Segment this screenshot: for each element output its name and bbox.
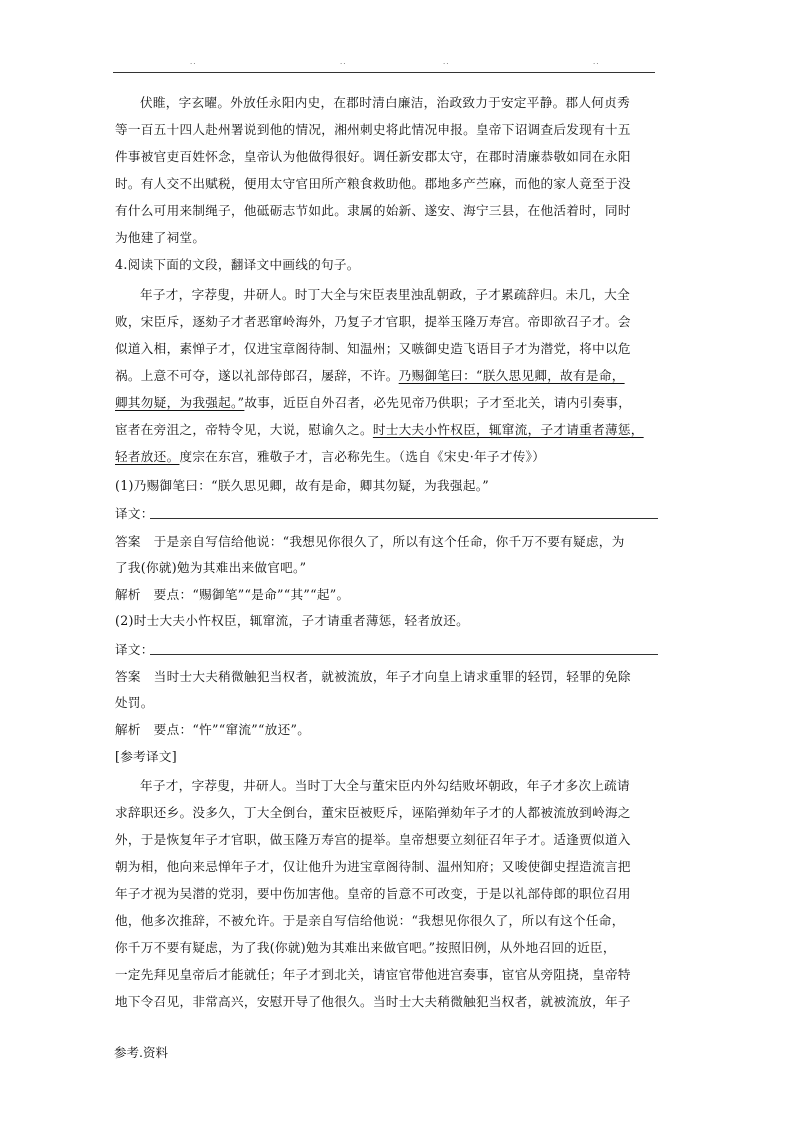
reference-line: 求辞职还乡。没多久，丁大全倒台，董宋臣被贬斥，诬陷弹劾年子才的人都被流放到岭海之	[115, 805, 631, 820]
q2-prompt: (2)时士大夫小忤权臣，辄窜流，子才请重者薄惩，轻者放还。	[115, 613, 469, 628]
passage-line	[115, 419, 644, 441]
passage-line: 败，宋臣斥，逐劾子才者恶窜岭海外，乃复子才官职，提举玉隆万寿宫。帝即欲召子才。会	[115, 314, 631, 329]
passage-text: 度宗在东宫，雅敬子才，言必称先生。（选自《宋史·年子才传》）	[179, 449, 546, 464]
reference-line: 他，他多次推辞，不被允许。于是亲自写信给他说：“我想见你很久了，所以有这个任命，	[115, 913, 625, 928]
prev-translation-line: 有什么可用来制绳子，他砥砺志节如此。隶属的始新、遂安、海宁三县，在他活着时，同时	[115, 203, 631, 218]
passage-text: 祸。上意不可夺，遂以礼部侍郎召，屡辞，不许。	[115, 368, 399, 383]
footer-text: 参考.资料	[114, 1045, 168, 1060]
reference-line: 外，于是恢复年子才官职，做玉隆万寿宫的提举。皇帝想要立刻征召年子才。适逢贾似道入	[115, 832, 631, 847]
q2-answer: 处罚。	[115, 695, 154, 710]
q2-answer-blank[interactable]	[150, 654, 658, 655]
underlined-sentence: 乃赐御笔曰：“朕久思见卿，故有是命，	[398, 368, 625, 383]
header-dots: ..	[190, 58, 197, 66]
reference-line: 地下令召见，非常高兴，安慰开导了他很久。当时士大夫稍微触犯当权者，就被流放，年子	[115, 994, 631, 1009]
passage-line	[115, 365, 625, 387]
q1-answer-blank[interactable]	[150, 518, 658, 519]
prev-translation-line: 时。有人交不出赋税，便用太守官田所产粮食救助他。郡地多产苎麻，而他的家人竟至于没	[115, 176, 631, 191]
header-dots: ..	[593, 58, 600, 66]
prev-translation-line: 件事被官吏百姓怀念，皇帝认为他做得很好。调任新安郡太守，在郡时清廉恭敬如同在永阳	[115, 149, 631, 164]
prev-translation-line: 伏睢，字玄曜。外放任永阳内史，在郡时清白廉洁，治政致力于安定平静。郡人何贞秀	[140, 95, 630, 110]
q1-answer: 了我(你就)勉为其难出来做官吧。”	[115, 560, 307, 575]
prev-translation-line: 为他建了祠堂。	[115, 230, 206, 245]
header-dots: ..	[340, 58, 347, 66]
reference-line: 朝为相，他向来忌惮年子才，仅让他升为进宝章阁待制、温州知府；又唆使御史捏造流言把	[115, 859, 631, 874]
passage-text: 故事，近臣自外召者，必先见帝乃供职；子才至北关，请内引奏事，	[244, 395, 632, 410]
header-rule	[113, 72, 655, 73]
q1-answer: 答案 于是亲自写信给他说：“我想见你很久了，所以有这个任命，你千万不要有疑虑，为	[115, 534, 625, 549]
reference-line: 年子才，字荐叟，井研人。当时丁大全与董宋臣内外勾结败坏朝政，年子才多次上疏请	[140, 778, 630, 793]
passage-line: 年子才，字荐叟，井研人。时丁大全与宋臣表里浊乱朝政，子才累疏辞归。未几，大全	[140, 287, 630, 302]
underlined-sentence: 时士大夫小忤权臣，辄窜流，子才请重者薄惩，	[372, 422, 644, 437]
reference-line: 你千万不要有疑虑，为了我(你就)勉为其难出来做官吧。”按照旧例，从外地召回的近臣，	[115, 940, 616, 955]
reference-line: 一定先拜见皇帝后才能就任；年子才到北关，请宦官带他进宫奏事，宦官从旁阻挠，皇帝特	[115, 967, 631, 982]
q1-analysis: 解析 要点：“赐御笔”“是命”“其”“起”。	[115, 587, 350, 602]
passage-text: 宦者在旁沮之，帝特令见，大说，慰谕久之。	[115, 422, 373, 437]
q2-answer: 答案 当时士大夫稍微触犯当权者，就被流放，年子才向皇上请求重罪的轻罚，轻罪的免除	[115, 669, 631, 684]
passage-line	[115, 446, 545, 468]
question-title: 4.阅读下面的文段，翻译文中画线的句子。	[115, 257, 360, 272]
underlined-sentence: 轻者放还。	[115, 449, 180, 464]
underlined-sentence: 卿其勿疑，为我强起。”	[115, 395, 245, 410]
reference-title: [参考译文]	[115, 749, 178, 764]
reference-line: 年子才视为吴潜的党羽，要中伤加害他。皇帝的旨意不可改变，于是以礼部侍郎的职位召用	[115, 886, 631, 901]
passage-line	[115, 392, 631, 414]
q1-translation-label: 译文：	[115, 506, 154, 521]
q1-prompt: (1)乃赐御笔曰：“朕久思见卿，故有是命，卿其勿疑，为我强起。”	[115, 478, 490, 493]
q2-analysis: 解析 要点：“忤”“窜流”“放还”。	[115, 722, 311, 737]
header-dots: ..	[443, 58, 450, 66]
passage-line: 似道入相，素惮子才，仅进宝章阁待制、知温州；又嗾御史造飞语目子才为潜党，将中以危	[115, 341, 631, 356]
q2-translation-label: 译文：	[115, 642, 154, 657]
prev-translation-line: 等一百五十四人赴州署说到他的情况，湘州刺史将此情况申报。皇帝下诏调查后发现有十五	[115, 122, 631, 137]
